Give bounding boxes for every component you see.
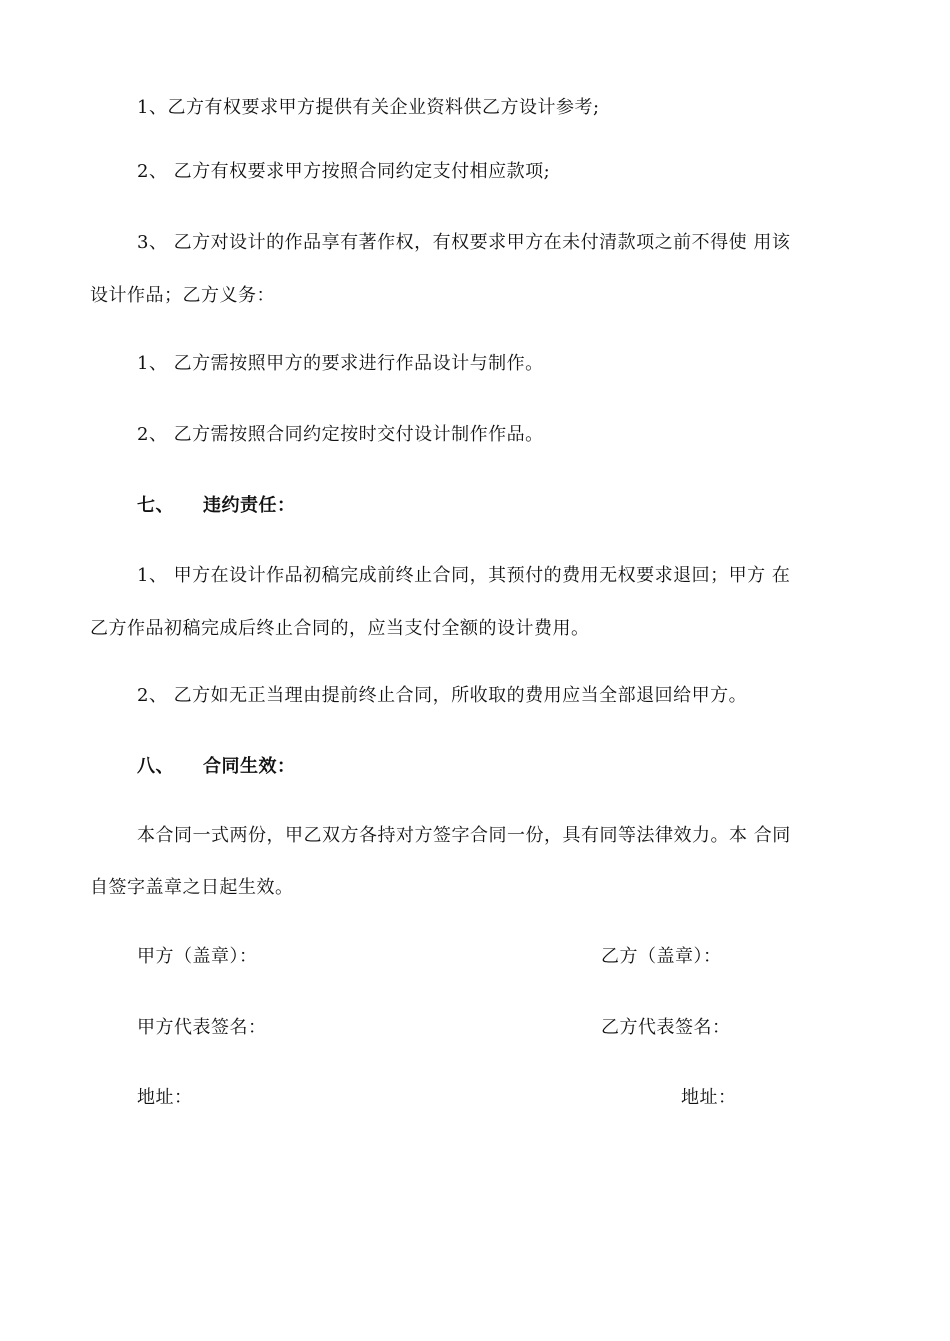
section-7-item-1: 1、 甲方在设计作品初稿完成前终止合同，其预付的费用无权要求退回；甲方 在 bbox=[137, 565, 791, 586]
party-b-duties-heading: 设计作品；乙方义务： bbox=[90, 285, 275, 306]
party-a-rep-label: 甲方代表签名： bbox=[137, 1017, 267, 1038]
section-7-number: 七、 bbox=[137, 495, 174, 516]
section-7-item-1-cont: 乙方作品初稿完成后终止合同的，应当支付全额的设计费用。 bbox=[90, 618, 590, 639]
section-8-paragraph-cont: 自签字盖章之日起生效。 bbox=[90, 877, 294, 898]
party-b-seal-label: 乙方（盖章）： bbox=[601, 946, 722, 967]
party-a-address-label: 地址： bbox=[137, 1087, 193, 1108]
party-b-right-1: 1、乙方有权要求甲方提供有关企业资料供乙方设计参考; bbox=[137, 97, 600, 118]
party-b-duty-2: 2、 乙方需按照合同约定按时交付设计制作作品。 bbox=[137, 424, 544, 445]
party-b-duty-1: 1、 乙方需按照甲方的要求进行作品设计与制作。 bbox=[137, 353, 544, 374]
section-8-number: 八、 bbox=[137, 756, 174, 777]
party-a-seal-label: 甲方（盖章）： bbox=[137, 946, 258, 967]
section-8-paragraph: 本合同一式两份，甲乙双方各持对方签字合同一份，具有同等法律效力。本 合同 bbox=[137, 825, 791, 846]
party-b-address-label: 地址： bbox=[681, 1087, 737, 1108]
party-b-right-2: 2、 乙方有权要求甲方按照合同约定支付相应款项; bbox=[137, 161, 551, 182]
party-b-rep-label: 乙方代表签名： bbox=[601, 1017, 731, 1038]
section-7-item-2: 2、 乙方如无正当理由提前终止合同，所收取的费用应当全部退回给甲方。 bbox=[137, 685, 748, 706]
section-8-title: 合同生效： bbox=[203, 756, 296, 777]
party-b-right-3: 3、 乙方对设计的作品享有著作权，有权要求甲方在未付清款项之前不得使 用该 bbox=[137, 232, 791, 253]
section-7-title: 违约责任： bbox=[203, 495, 296, 516]
